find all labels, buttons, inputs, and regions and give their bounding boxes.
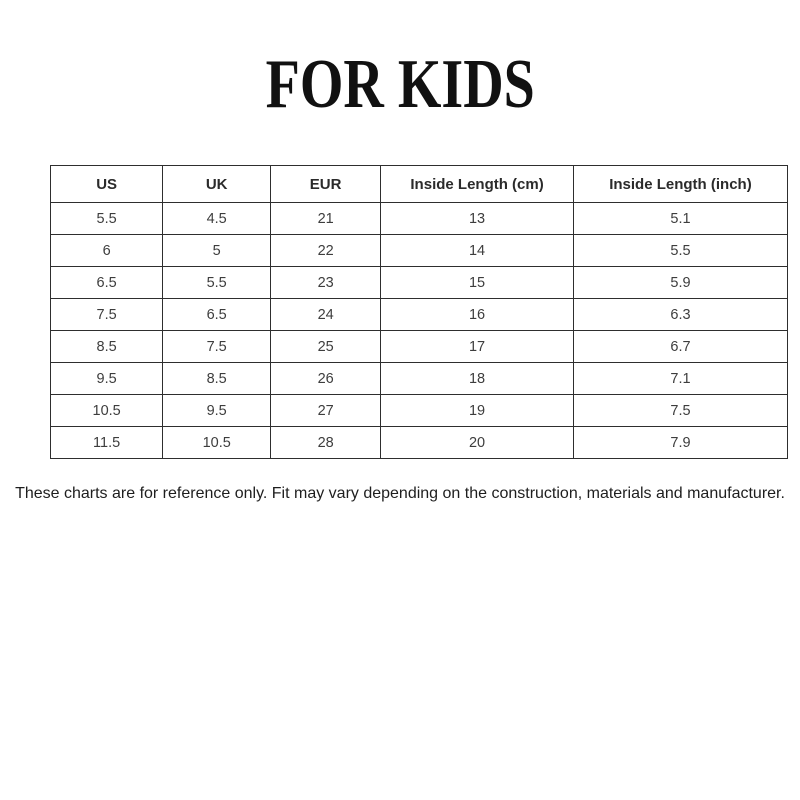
cell-inside-length-cm: 20: [381, 427, 574, 459]
cell-uk: 6.5: [163, 299, 271, 331]
column-header-uk: UK: [163, 166, 271, 203]
cell-eur: 26: [271, 363, 381, 395]
page-title: [0, 46, 800, 123]
cell-inside-length-cm: 18: [381, 363, 574, 395]
cell-eur: 27: [271, 395, 381, 427]
cell-eur: 23: [271, 267, 381, 299]
cell-inside-length-cm: 13: [381, 203, 574, 235]
disclaimer-text: These charts are for reference only. Fit may vary depending on the construction, materials and manufacturer.: [15, 485, 785, 502]
column-header-inside-length-inch: Inside Length (inch): [573, 166, 787, 203]
column-header-us: US: [51, 166, 163, 203]
cell-eur: 25: [271, 331, 381, 363]
cell-us: 7.5: [51, 299, 163, 331]
cell-inside-length-inch: 5.9: [573, 267, 787, 299]
cell-inside-length-cm: 16: [381, 299, 574, 331]
cell-inside-length-inch: 6.7: [573, 331, 787, 363]
cell-eur: 24: [271, 299, 381, 331]
cell-uk: 10.5: [163, 427, 271, 459]
table-row: [51, 427, 788, 459]
table-row: [51, 235, 788, 267]
cell-inside-length-inch: 5.1: [573, 203, 787, 235]
cell-us: 5.5: [51, 203, 163, 235]
cell-inside-length-inch: 7.1: [573, 363, 787, 395]
cell-eur: 21: [271, 203, 381, 235]
table-body: [51, 203, 788, 459]
cell-us: 10.5: [51, 395, 163, 427]
cell-inside-length-cm: 19: [381, 395, 574, 427]
cell-uk: 4.5: [163, 203, 271, 235]
cell-inside-length-inch: 7.5: [573, 395, 787, 427]
table-row: [51, 363, 788, 395]
cell-uk: 8.5: [163, 363, 271, 395]
cell-inside-length-inch: 6.3: [573, 299, 787, 331]
table-row: [51, 267, 788, 299]
table-row: [51, 395, 788, 427]
cell-us: 8.5: [51, 331, 163, 363]
cell-uk: 7.5: [163, 331, 271, 363]
cell-inside-length-inch: 5.5: [573, 235, 787, 267]
cell-inside-length-inch: 7.9: [573, 427, 787, 459]
cell-us: 9.5: [51, 363, 163, 395]
column-header-eur: EUR: [271, 166, 381, 203]
cell-us: 6.5: [51, 267, 163, 299]
cell-eur: 22: [271, 235, 381, 267]
cell-eur: 28: [271, 427, 381, 459]
cell-us: 11.5: [51, 427, 163, 459]
table-row: [51, 331, 788, 363]
table-row: [51, 299, 788, 331]
cell-inside-length-cm: 17: [381, 331, 574, 363]
table-row: [51, 203, 788, 235]
cell-inside-length-cm: 15: [381, 267, 574, 299]
table-header: [51, 166, 788, 203]
cell-inside-length-cm: 14: [381, 235, 574, 267]
page-title-text: FOR KIDS: [265, 46, 535, 123]
cell-uk: 9.5: [163, 395, 271, 427]
cell-us: 6: [51, 235, 163, 267]
size-chart-table: [50, 165, 788, 459]
cell-uk: 5: [163, 235, 271, 267]
column-header-inside-length-cm: Inside Length (cm): [381, 166, 574, 203]
table-header-row: [51, 166, 788, 203]
cell-uk: 5.5: [163, 267, 271, 299]
